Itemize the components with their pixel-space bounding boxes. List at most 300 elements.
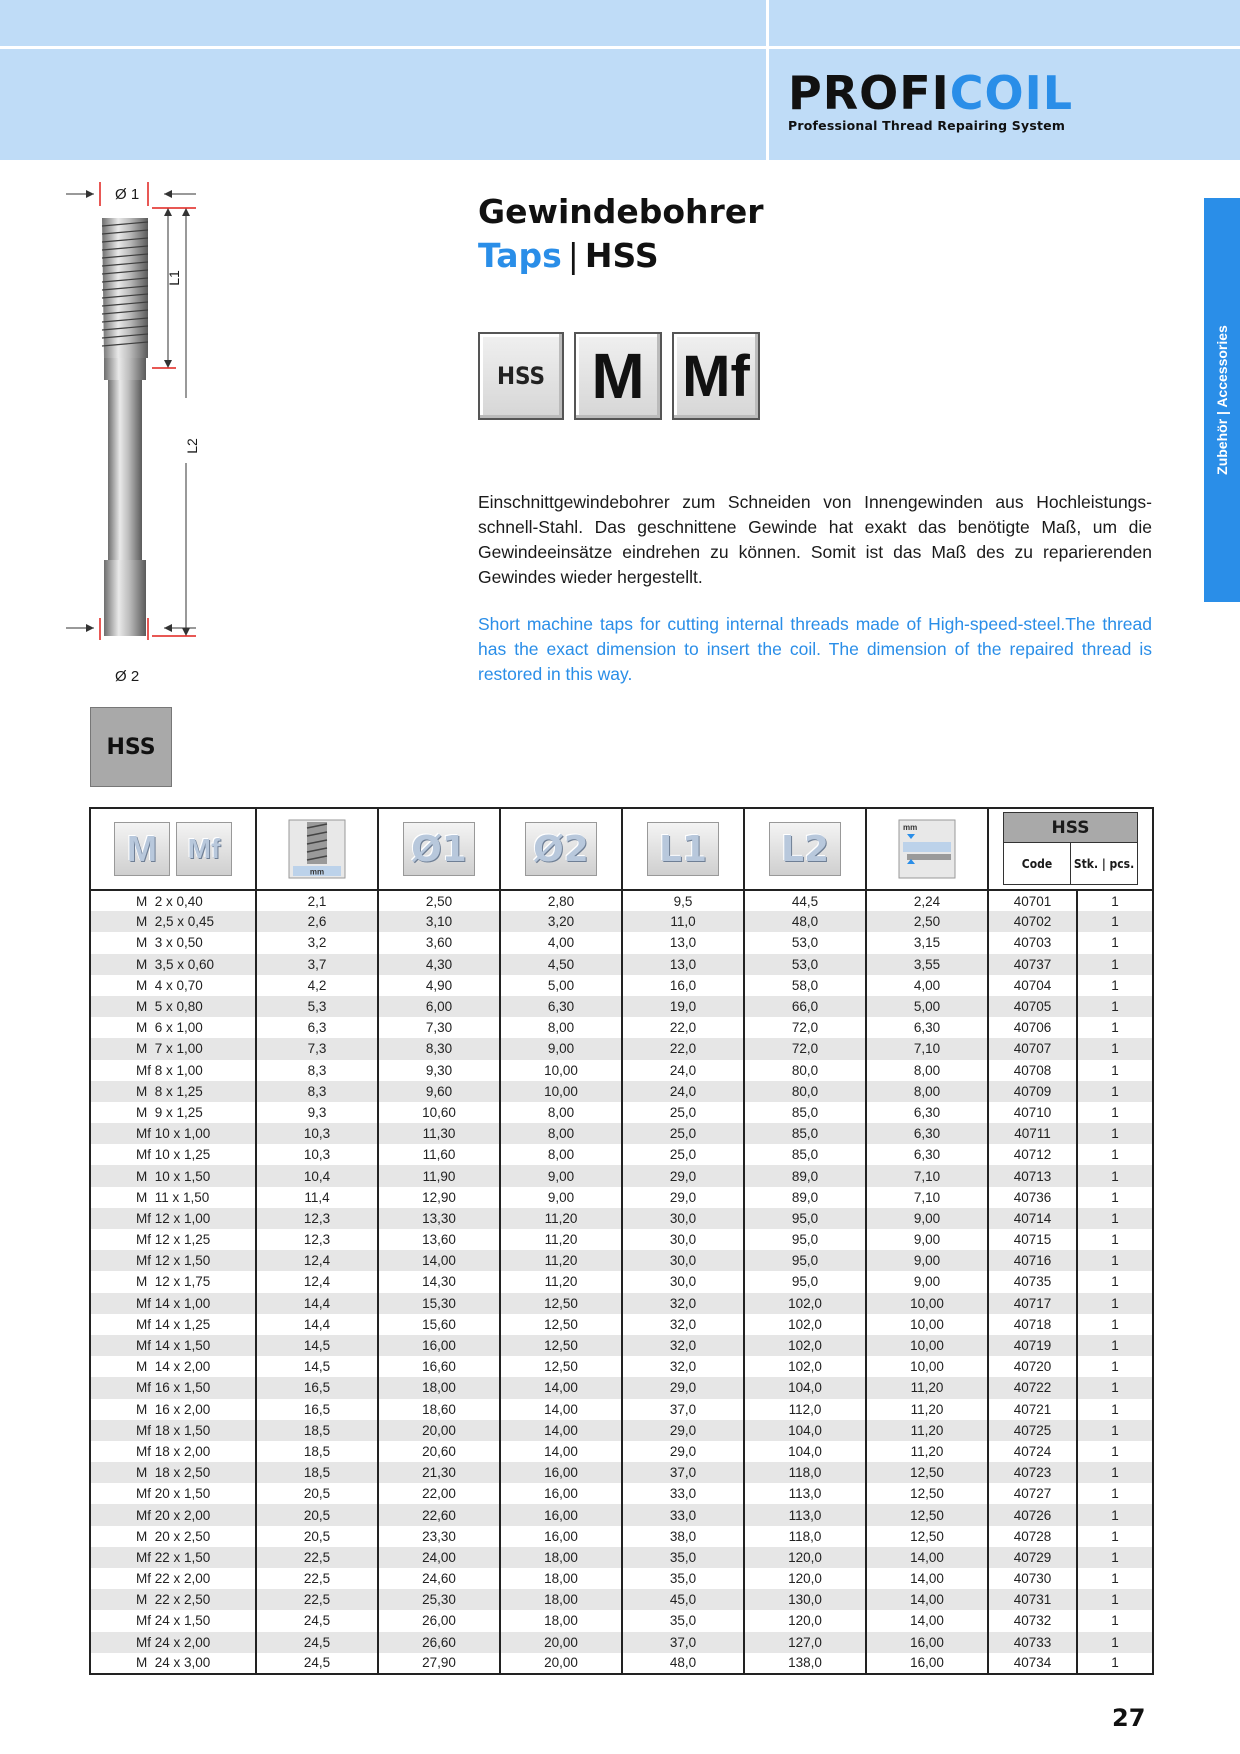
table-row bbox=[90, 1335, 1153, 1356]
d1-cell: 6,00 bbox=[378, 996, 500, 1017]
qty-header-label: Stk. | pcs. bbox=[1070, 843, 1137, 884]
hss-column-header bbox=[988, 808, 1153, 890]
code-cell: 40721 bbox=[988, 1399, 1077, 1420]
d2-cell: 9,00 bbox=[500, 1187, 622, 1208]
square-size-cell: 10,00 bbox=[866, 1356, 988, 1377]
qty-cell: 1 bbox=[1077, 1462, 1153, 1483]
code-cell: 40734 bbox=[988, 1653, 1077, 1674]
l2-cell: 102,0 bbox=[744, 1335, 866, 1356]
l1-cell: 37,0 bbox=[622, 1399, 744, 1420]
d1-cell: 27,90 bbox=[378, 1653, 500, 1674]
code-cell: 40730 bbox=[988, 1568, 1077, 1589]
square-size-cell: 9,00 bbox=[866, 1208, 988, 1229]
l1-cell: 32,0 bbox=[622, 1293, 744, 1314]
drill-size-cell: 3,2 bbox=[256, 932, 378, 953]
l1-cell: 35,0 bbox=[622, 1547, 744, 1568]
table-row bbox=[90, 1165, 1153, 1186]
d1-cell: 25,30 bbox=[378, 1589, 500, 1610]
d2-cell: 6,30 bbox=[500, 996, 622, 1017]
thread-size-cell: Mf 12 x 1,00 bbox=[90, 1208, 256, 1229]
table-row bbox=[90, 1377, 1153, 1398]
code-cell: 40704 bbox=[988, 975, 1077, 996]
square-unit-label: mm bbox=[903, 823, 918, 832]
square-size-cell: 7,10 bbox=[866, 1187, 988, 1208]
l2-cell: 53,0 bbox=[744, 954, 866, 975]
table-row bbox=[90, 1208, 1153, 1229]
code-cell: 40724 bbox=[988, 1441, 1077, 1462]
l1-cell: 25,0 bbox=[622, 1144, 744, 1165]
d2-cell: 18,00 bbox=[500, 1568, 622, 1589]
l1-cell: 32,0 bbox=[622, 1356, 744, 1377]
qty-cell: 1 bbox=[1077, 1399, 1153, 1420]
table-row bbox=[90, 1356, 1153, 1377]
d1-cell: 20,60 bbox=[378, 1441, 500, 1462]
d2-cell: 9,00 bbox=[500, 1165, 622, 1186]
square-size-cell: 10,00 bbox=[866, 1314, 988, 1335]
d1-column-header bbox=[378, 808, 500, 890]
square-size-cell: 2,24 bbox=[866, 890, 988, 911]
l2-cell: 138,0 bbox=[744, 1653, 866, 1674]
thread-size-cell: M 5 x 0,80 bbox=[90, 996, 256, 1017]
square-size-cell: 12,50 bbox=[866, 1462, 988, 1483]
drill-size-cell: 10,4 bbox=[256, 1165, 378, 1186]
qty-cell: 1 bbox=[1077, 1123, 1153, 1144]
l1-cell: 25,0 bbox=[622, 1123, 744, 1144]
d2-cell: 14,00 bbox=[500, 1377, 622, 1398]
l1-cell: 33,0 bbox=[622, 1504, 744, 1525]
l2-cell: 120,0 bbox=[744, 1568, 866, 1589]
d1-cell: 22,00 bbox=[378, 1483, 500, 1504]
qty-cell: 1 bbox=[1077, 1165, 1153, 1186]
d1-cell: 2,50 bbox=[378, 890, 500, 911]
d2-cell: 8,00 bbox=[500, 1017, 622, 1038]
code-cell: 40711 bbox=[988, 1123, 1077, 1144]
l2-cell: 95,0 bbox=[744, 1250, 866, 1271]
taps-data-table bbox=[89, 807, 1154, 1675]
thread-size-cell: Mf 10 x 1,00 bbox=[90, 1123, 256, 1144]
title-hss: HSS bbox=[584, 236, 659, 275]
table-row bbox=[90, 1462, 1153, 1483]
thread-size-cell: Mf 16 x 1,50 bbox=[90, 1377, 256, 1398]
metric-badge: M bbox=[574, 332, 662, 420]
d1-cell: 9,60 bbox=[378, 1081, 500, 1102]
l1-cell: 13,0 bbox=[622, 932, 744, 953]
drill-size-cell: 3,7 bbox=[256, 954, 378, 975]
l1-cell: 25,0 bbox=[622, 1102, 744, 1123]
square-size-cell: 9,00 bbox=[866, 1271, 988, 1292]
page-title-en bbox=[478, 236, 659, 275]
square-size-cell: 6,30 bbox=[866, 1017, 988, 1038]
l2-cell: 80,0 bbox=[744, 1060, 866, 1081]
d2-cell: 4,50 bbox=[500, 954, 622, 975]
qty-cell: 1 bbox=[1077, 1187, 1153, 1208]
code-cell: 40733 bbox=[988, 1632, 1077, 1653]
l1-cell: 30,0 bbox=[622, 1229, 744, 1250]
d2-cell: 20,00 bbox=[500, 1632, 622, 1653]
d2-cell: 9,00 bbox=[500, 1038, 622, 1059]
tap-neck bbox=[104, 358, 146, 380]
d1-cell: 11,90 bbox=[378, 1165, 500, 1186]
code-cell: 40715 bbox=[988, 1229, 1077, 1250]
drill-size-cell: 8,3 bbox=[256, 1060, 378, 1081]
drill-size-cell: 24,5 bbox=[256, 1610, 378, 1631]
d2-cell: 8,00 bbox=[500, 1123, 622, 1144]
thread-size-cell: Mf 18 x 2,00 bbox=[90, 1441, 256, 1462]
thread-size-cell: M 8 x 1,25 bbox=[90, 1081, 256, 1102]
code-cell: 40706 bbox=[988, 1017, 1077, 1038]
d2-cell: 12,50 bbox=[500, 1356, 622, 1377]
d1-cell: 18,00 bbox=[378, 1377, 500, 1398]
drill-size-cell: 18,5 bbox=[256, 1441, 378, 1462]
thread-size-cell: M 16 x 2,00 bbox=[90, 1399, 256, 1420]
table-row bbox=[90, 1399, 1153, 1420]
drill-size-cell: 14,4 bbox=[256, 1293, 378, 1314]
l1-column-header bbox=[622, 808, 744, 890]
qty-cell: 1 bbox=[1077, 1589, 1153, 1610]
d2-cell: 2,80 bbox=[500, 890, 622, 911]
d1-cell: 3,10 bbox=[378, 911, 500, 932]
l2-cell: 80,0 bbox=[744, 1081, 866, 1102]
table-row bbox=[90, 1271, 1153, 1292]
qty-cell: 1 bbox=[1077, 1653, 1153, 1674]
qty-cell: 1 bbox=[1077, 1250, 1153, 1271]
d1-cell: 14,00 bbox=[378, 1250, 500, 1271]
d2-chip: Ø2 bbox=[525, 822, 597, 876]
code-cell: 40720 bbox=[988, 1356, 1077, 1377]
d1-cell: 10,60 bbox=[378, 1102, 500, 1123]
l2-cell: 44,5 bbox=[744, 890, 866, 911]
drill-size-cell: 10,3 bbox=[256, 1144, 378, 1165]
d1-cell: 23,30 bbox=[378, 1526, 500, 1547]
d2-column-header bbox=[500, 808, 622, 890]
l1-cell: 30,0 bbox=[622, 1208, 744, 1229]
code-cell: 40717 bbox=[988, 1293, 1077, 1314]
l1-cell: 29,0 bbox=[622, 1420, 744, 1441]
thread-size-cell: M 11 x 1,50 bbox=[90, 1187, 256, 1208]
d2-cell: 20,00 bbox=[500, 1653, 622, 1674]
l2-cell: 118,0 bbox=[744, 1462, 866, 1483]
l1-cell: 29,0 bbox=[622, 1165, 744, 1186]
table-row bbox=[90, 1017, 1153, 1038]
thread-size-cell: Mf 8 x 1,00 bbox=[90, 1060, 256, 1081]
d2-cell: 5,00 bbox=[500, 975, 622, 996]
l2-cell: 104,0 bbox=[744, 1441, 866, 1462]
qty-cell: 1 bbox=[1077, 1377, 1153, 1398]
d1-cell: 9,30 bbox=[378, 1060, 500, 1081]
qty-cell: 1 bbox=[1077, 1335, 1153, 1356]
square-size-cell: 12,50 bbox=[866, 1483, 988, 1504]
square-size-cell: 12,50 bbox=[866, 1526, 988, 1547]
l1-cell: 29,0 bbox=[622, 1441, 744, 1462]
code-cell: 40722 bbox=[988, 1377, 1077, 1398]
l2-cell: 85,0 bbox=[744, 1102, 866, 1123]
proficoil-logo bbox=[788, 66, 1148, 133]
d2-cell: 3,20 bbox=[500, 911, 622, 932]
table-row bbox=[90, 1314, 1153, 1335]
table-row bbox=[90, 1081, 1153, 1102]
code-cell: 40702 bbox=[988, 911, 1077, 932]
l1-cell: 37,0 bbox=[622, 1632, 744, 1653]
table-row bbox=[90, 1504, 1153, 1525]
qty-cell: 1 bbox=[1077, 1229, 1153, 1250]
code-cell: 40710 bbox=[988, 1102, 1077, 1123]
logo-tagline: Professional Thread Repairing System bbox=[788, 118, 1066, 133]
qty-cell: 1 bbox=[1077, 932, 1153, 953]
d1-cell: 7,30 bbox=[378, 1017, 500, 1038]
d1-cell: 26,60 bbox=[378, 1632, 500, 1653]
l1-cell: 48,0 bbox=[622, 1653, 744, 1674]
code-cell: 40725 bbox=[988, 1420, 1077, 1441]
l2-cell: 118,0 bbox=[744, 1526, 866, 1547]
l1-cell: 30,0 bbox=[622, 1250, 744, 1271]
table-row bbox=[90, 1293, 1153, 1314]
square-size-cell: 9,00 bbox=[866, 1229, 988, 1250]
drill-size-cell: 22,5 bbox=[256, 1547, 378, 1568]
code-cell: 40736 bbox=[988, 1187, 1077, 1208]
drill-size-column-header bbox=[256, 808, 378, 890]
thread-size-cell: Mf 24 x 1,50 bbox=[90, 1610, 256, 1631]
l1-cell: 32,0 bbox=[622, 1335, 744, 1356]
qty-cell: 1 bbox=[1077, 1547, 1153, 1568]
metric-fine-badge: Mf bbox=[672, 332, 760, 420]
qty-cell: 1 bbox=[1077, 1632, 1153, 1653]
d1-cell: 21,30 bbox=[378, 1462, 500, 1483]
thread-size-cell: Mf 14 x 1,50 bbox=[90, 1335, 256, 1356]
l2-cell: 113,0 bbox=[744, 1483, 866, 1504]
l1-cell: 35,0 bbox=[622, 1568, 744, 1589]
l1-cell: 11,0 bbox=[622, 911, 744, 932]
code-cell: 40701 bbox=[988, 890, 1077, 911]
qty-cell: 1 bbox=[1077, 1208, 1153, 1229]
drill-size-cell: 14,4 bbox=[256, 1314, 378, 1335]
d1-cell: 13,30 bbox=[378, 1208, 500, 1229]
code-cell: 40729 bbox=[988, 1547, 1077, 1568]
l1-cell: 33,0 bbox=[622, 1483, 744, 1504]
l1-cell: 13,0 bbox=[622, 954, 744, 975]
d1-cell: 15,30 bbox=[378, 1293, 500, 1314]
d2-cell: 11,20 bbox=[500, 1208, 622, 1229]
table-row bbox=[90, 1610, 1153, 1631]
code-cell: 40705 bbox=[988, 996, 1077, 1017]
side-tab-label: Zubehör | Accessories bbox=[1214, 325, 1230, 475]
square-size-cell: 5,00 bbox=[866, 996, 988, 1017]
l1-cell: 19,0 bbox=[622, 996, 744, 1017]
table-header-row bbox=[90, 808, 1153, 890]
code-cell: 40707 bbox=[988, 1038, 1077, 1059]
thread-size-cell: M 2 x 0,40 bbox=[90, 890, 256, 911]
thread-size-cell: Mf 20 x 2,00 bbox=[90, 1504, 256, 1525]
table-row bbox=[90, 996, 1153, 1017]
taps-table bbox=[89, 807, 1152, 1675]
thread-size-cell: M 20 x 2,50 bbox=[90, 1526, 256, 1547]
table-row bbox=[90, 975, 1153, 996]
drill-size-cell: 11,4 bbox=[256, 1187, 378, 1208]
d2-cell: 14,00 bbox=[500, 1399, 622, 1420]
drill-size-cell: 10,3 bbox=[256, 1123, 378, 1144]
l1-cell: 24,0 bbox=[622, 1081, 744, 1102]
qty-cell: 1 bbox=[1077, 1144, 1153, 1165]
drill-size-cell: 5,3 bbox=[256, 996, 378, 1017]
l1-cell: 16,0 bbox=[622, 975, 744, 996]
l2-cell: 104,0 bbox=[744, 1377, 866, 1398]
l2-cell: 113,0 bbox=[744, 1504, 866, 1525]
qty-cell: 1 bbox=[1077, 954, 1153, 975]
code-cell: 40716 bbox=[988, 1250, 1077, 1271]
square-size-cell: 8,00 bbox=[866, 1081, 988, 1102]
table-row bbox=[90, 1653, 1153, 1674]
l2-cell: 102,0 bbox=[744, 1314, 866, 1335]
code-cell: 40726 bbox=[988, 1504, 1077, 1525]
qty-cell: 1 bbox=[1077, 1081, 1153, 1102]
d2-cell: 11,20 bbox=[500, 1229, 622, 1250]
drill-size-cell: 14,5 bbox=[256, 1356, 378, 1377]
standard-badges bbox=[478, 332, 760, 420]
table-row bbox=[90, 1102, 1153, 1123]
d1-cell: 15,60 bbox=[378, 1314, 500, 1335]
d1-cell: 11,30 bbox=[378, 1123, 500, 1144]
l2-cell: 95,0 bbox=[744, 1229, 866, 1250]
drill-size-cell: 4,2 bbox=[256, 975, 378, 996]
tap-square-end bbox=[104, 560, 146, 636]
square-size-cell: 16,00 bbox=[866, 1632, 988, 1653]
header-divider bbox=[766, 0, 769, 160]
section-side-tab bbox=[1204, 198, 1240, 602]
drill-size-cell: 20,5 bbox=[256, 1526, 378, 1547]
l1-cell: 30,0 bbox=[622, 1271, 744, 1292]
table-row bbox=[90, 1123, 1153, 1144]
square-size-cell: 14,00 bbox=[866, 1589, 988, 1610]
thread-size-cell: Mf 24 x 2,00 bbox=[90, 1632, 256, 1653]
drill-size-cell: 7,3 bbox=[256, 1038, 378, 1059]
logo-text-coil: COIL bbox=[949, 66, 1074, 120]
l2-cell: 89,0 bbox=[744, 1187, 866, 1208]
thread-size-cell: Mf 12 x 1,50 bbox=[90, 1250, 256, 1271]
l2-cell: 89,0 bbox=[744, 1165, 866, 1186]
drill-size-cell: 16,5 bbox=[256, 1377, 378, 1398]
drill-size-cell: 14,5 bbox=[256, 1335, 378, 1356]
thread-size-cell: Mf 22 x 1,50 bbox=[90, 1547, 256, 1568]
d2-cell: 16,00 bbox=[500, 1504, 622, 1525]
square-size-cell: 16,00 bbox=[866, 1653, 988, 1674]
d1-cell: 18,60 bbox=[378, 1399, 500, 1420]
table-row bbox=[90, 1420, 1153, 1441]
thread-size-cell: Mf 10 x 1,25 bbox=[90, 1144, 256, 1165]
thread-size-cell: M 7 x 1,00 bbox=[90, 1038, 256, 1059]
thread-size-cell: Mf 14 x 1,00 bbox=[90, 1293, 256, 1314]
square-size-cell: 6,30 bbox=[866, 1123, 988, 1144]
qty-cell: 1 bbox=[1077, 1293, 1153, 1314]
qty-cell: 1 bbox=[1077, 975, 1153, 996]
l2-cell: 85,0 bbox=[744, 1123, 866, 1144]
code-cell: 40703 bbox=[988, 932, 1077, 953]
code-cell: 40732 bbox=[988, 1610, 1077, 1631]
thread-size-cell: M 24 x 3,00 bbox=[90, 1653, 256, 1674]
l2-cell: 95,0 bbox=[744, 1271, 866, 1292]
l2-cell: 85,0 bbox=[744, 1144, 866, 1165]
square-size-cell: 8,00 bbox=[866, 1060, 988, 1081]
d2-cell: 16,00 bbox=[500, 1483, 622, 1504]
drill-size-cell: 12,4 bbox=[256, 1250, 378, 1271]
qty-cell: 1 bbox=[1077, 1526, 1153, 1547]
square-size-cell: 6,30 bbox=[866, 1102, 988, 1123]
drill-size-cell: 6,3 bbox=[256, 1017, 378, 1038]
drill-unit-label: mm bbox=[309, 867, 325, 877]
l1-cell: 29,0 bbox=[622, 1377, 744, 1398]
code-cell: 40708 bbox=[988, 1060, 1077, 1081]
thread-size-cell: M 3 x 0,50 bbox=[90, 932, 256, 953]
d2-cell: 4,00 bbox=[500, 932, 622, 953]
d2-cell: 16,00 bbox=[500, 1526, 622, 1547]
qty-cell: 1 bbox=[1077, 1504, 1153, 1525]
l2-cell: 102,0 bbox=[744, 1293, 866, 1314]
code-cell: 40737 bbox=[988, 954, 1077, 975]
thread-size-cell: M 6 x 1,00 bbox=[90, 1017, 256, 1038]
l2-cell: 104,0 bbox=[744, 1420, 866, 1441]
thread-size-cell: M 10 x 1,50 bbox=[90, 1165, 256, 1186]
header-divider bbox=[0, 46, 1240, 49]
table-row bbox=[90, 954, 1153, 975]
l2-cell: 130,0 bbox=[744, 1589, 866, 1610]
square-size-cell: 14,00 bbox=[866, 1568, 988, 1589]
thread-size-cell: Mf 12 x 1,25 bbox=[90, 1229, 256, 1250]
l2-cell: 127,0 bbox=[744, 1632, 866, 1653]
d1-cell: 3,60 bbox=[378, 932, 500, 953]
l2-cell: 72,0 bbox=[744, 1038, 866, 1059]
d1-cell: 4,30 bbox=[378, 954, 500, 975]
d1-cell: 22,60 bbox=[378, 1504, 500, 1525]
d1-cell: 14,30 bbox=[378, 1271, 500, 1292]
qty-cell: 1 bbox=[1077, 1102, 1153, 1123]
thread-size-cell: Mf 20 x 1,50 bbox=[90, 1483, 256, 1504]
code-cell: 40718 bbox=[988, 1314, 1077, 1335]
thread-column-header bbox=[90, 808, 256, 890]
qty-cell: 1 bbox=[1077, 1483, 1153, 1504]
d1-cell: 4,90 bbox=[378, 975, 500, 996]
qty-cell: 1 bbox=[1077, 890, 1153, 911]
l1-cell: 29,0 bbox=[622, 1187, 744, 1208]
qty-cell: 1 bbox=[1077, 1271, 1153, 1292]
drill-size-cell: 20,5 bbox=[256, 1483, 378, 1504]
d2-cell: 10,00 bbox=[500, 1081, 622, 1102]
d2-cell: 14,00 bbox=[500, 1441, 622, 1462]
thread-size-cell: M 9 x 1,25 bbox=[90, 1102, 256, 1123]
title-separator: | bbox=[567, 236, 579, 275]
square-size-cell: 10,00 bbox=[866, 1335, 988, 1356]
qty-cell: 1 bbox=[1077, 1610, 1153, 1631]
table-row bbox=[90, 1250, 1153, 1271]
table-row bbox=[90, 1229, 1153, 1250]
code-cell: 40723 bbox=[988, 1462, 1077, 1483]
qty-cell: 1 bbox=[1077, 996, 1153, 1017]
hss-badge: HSS bbox=[478, 332, 564, 420]
square-size-cell: 11,20 bbox=[866, 1420, 988, 1441]
code-cell: 40714 bbox=[988, 1208, 1077, 1229]
l1-cell: 32,0 bbox=[622, 1314, 744, 1335]
table-row bbox=[90, 1526, 1153, 1547]
d1-label: Ø 1 bbox=[115, 186, 140, 203]
square-size-cell: 2,50 bbox=[866, 911, 988, 932]
d2-cell: 11,20 bbox=[500, 1271, 622, 1292]
thread-size-cell: Mf 14 x 1,25 bbox=[90, 1314, 256, 1335]
drill-size-icon bbox=[287, 818, 347, 880]
code-cell: 40709 bbox=[988, 1081, 1077, 1102]
square-size-cell: 4,00 bbox=[866, 975, 988, 996]
d1-cell: 24,60 bbox=[378, 1568, 500, 1589]
d1-cell: 26,00 bbox=[378, 1610, 500, 1631]
d2-cell: 12,50 bbox=[500, 1314, 622, 1335]
thread-size-cell: M 3,5 x 0,60 bbox=[90, 954, 256, 975]
d2-cell: 18,00 bbox=[500, 1610, 622, 1631]
